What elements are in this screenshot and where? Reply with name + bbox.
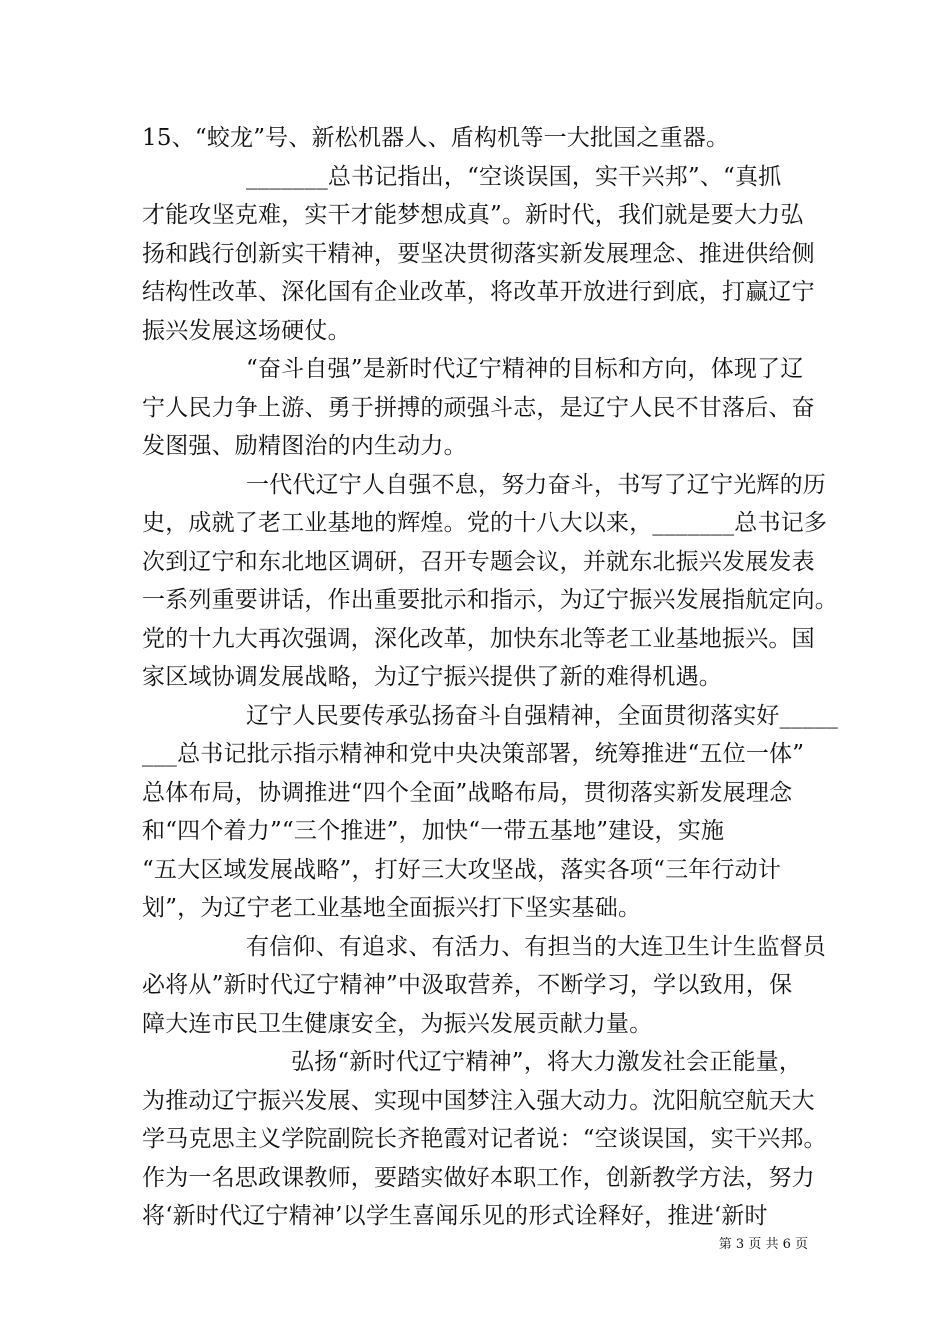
text-line: 家区域协调发展战略，为辽宁振兴提供了新的难得机遇。	[142, 664, 722, 690]
text-line: 辽宁人民要传承弘扬奋斗自强精神，全面贯彻落实好_____	[246, 703, 839, 729]
text-line: 宁人民力争上游、勇于拼搏的顽强斗志，是辽宁人民不甘落后、奋	[142, 395, 815, 421]
text-line: 15、“蛟龙”号、新松机器人、盾构机等一大批国之重器。	[142, 125, 730, 151]
text-line: 才能攻坚克难，实干才能梦想成真”。新时代，我们就是要大力弘	[142, 202, 804, 228]
text-line: 将‘新时代辽宁精神’以学生喜闻乐见的形式诠释好，推进‘新时	[142, 1203, 768, 1229]
text-line: 必将从”新时代辽宁精神”中汲取营养，不断学习，学以致用，保	[142, 972, 793, 998]
text-line: 次到辽宁和东北地区调研，召开专题会议，并就东北振兴发展发表	[142, 549, 815, 575]
text-line: 有信仰、有追求、有活力、有担当的大连卫生计生监督员	[246, 934, 826, 960]
text-line: 为推动辽宁振兴发展、实现中国梦注入强大动力。沈阳航空航天大	[142, 1088, 815, 1114]
text-line: ___总书记批示指示精神和党中央决策部署，统筹推进“五位一体”	[142, 741, 805, 767]
text-line: 党的十九大再次强调，深化改革，加快东北等老工业基地振兴。国	[142, 626, 815, 652]
text-line: 结构性改革、深化国有企业改革，将改革开放进行到底，打赢辽宁	[142, 279, 815, 305]
text-line: 学马克思主义学院副院长齐艳霞对记者说：“空谈误国，实干兴邦。	[142, 1126, 827, 1152]
text-line: “五大区域发展战略”，打好三大攻坚战，落实各项“三年行动计	[142, 857, 782, 883]
page-footer: 第 3 页 共 6 页	[718, 1237, 808, 1252]
text-line: 障大连市民卫生健康安全，为振兴发展贡献力量。	[142, 1011, 653, 1037]
text-line: 作为一名思政课教师，要踏实做好本职工作，创新教学方法，努力	[142, 1165, 815, 1191]
text-line: 扬和践行创新实干精神，要坚决贯彻落实新发展理念、推进供给侧	[142, 241, 815, 267]
text-line: 史，成就了老工业基地的辉煌。党的十八大以来，_______总书记多	[142, 510, 828, 536]
text-line: 划”，为辽宁老工业基地全面振兴打下坚实基础。	[142, 895, 642, 921]
text-line: “奋斗自强”是新时代辽宁精神的目标和方向，体现了辽	[246, 356, 804, 382]
text-line: _______总书记指出，“空谈误国，实干兴邦”、“真抓	[246, 164, 782, 190]
text-line: 发图强、励精图治的内生动力。	[142, 433, 467, 459]
text-line: 总体布局，协调推进“四个全面”战略布局，贯彻落实新发展理念	[142, 780, 793, 806]
text-line: 振兴发展这场硬仗。	[142, 318, 351, 344]
text-line: 和“四个着力”“三个推进”，加快“一带五基地”建设，实施	[142, 818, 725, 844]
text-line: 一代代辽宁人自强不息，努力奋斗，书写了辽宁光辉的历	[246, 472, 826, 498]
text-line: 一系列重要讲话，作出重要批示和指示，为辽宁振兴发展指航定向。	[142, 587, 838, 613]
text-line: 弘扬“新时代辽宁精神”，将大力激发社会正能量，	[291, 1049, 803, 1075]
